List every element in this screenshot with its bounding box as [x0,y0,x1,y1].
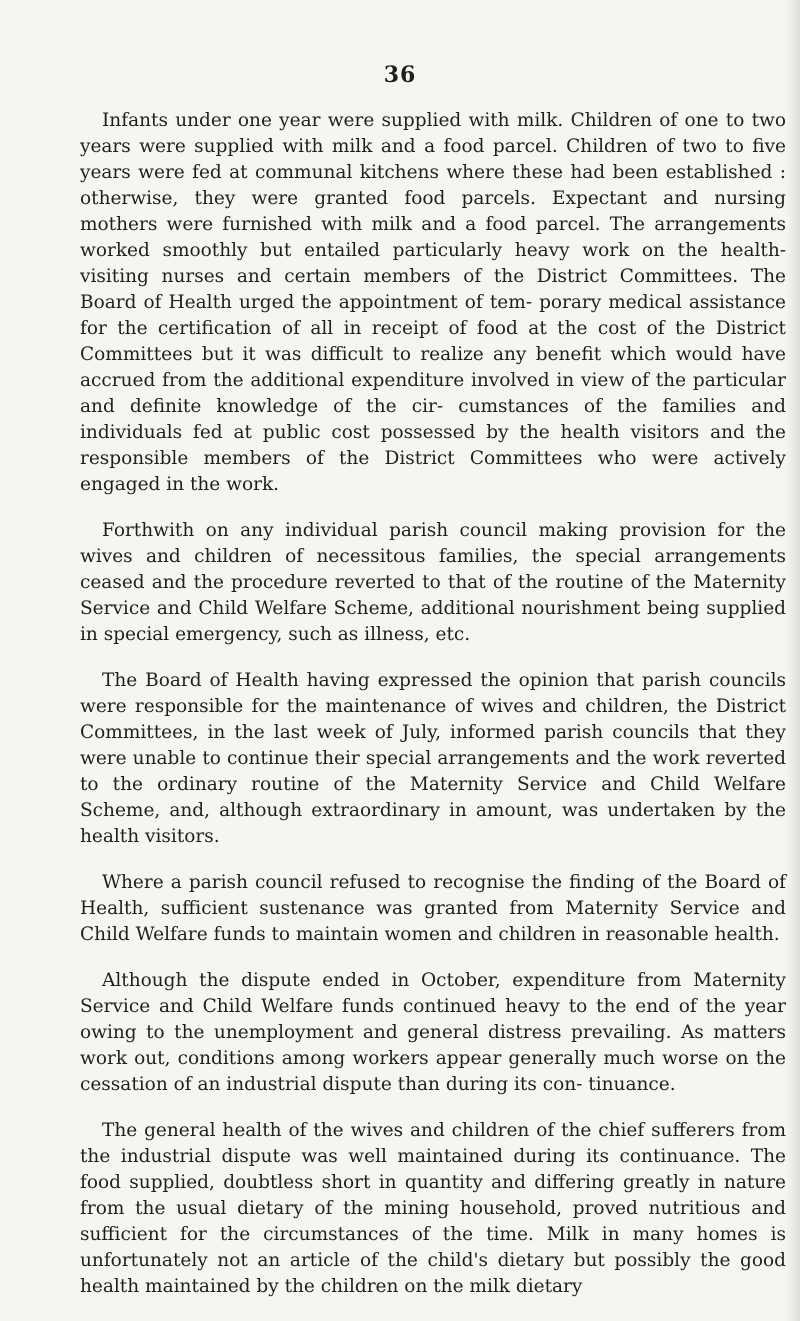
page-number: 36 [383,62,417,88]
paragraph-infant-supply: Infants under one year were supplied with milk. Children of one to two years were supplied with milk and a food parcel. Children of two to five years were fed at communal kitchens where these had been established : otherwise, they were granted food parcels. Expectant and nursing mothers were furnished with milk and a food parcel. The arrangements worked smoothly but entailed particularly heavy work on the health-visiting nurses and certain members of the District Committees. The Board of Health urged the appointment of tem- porary medical assistance for the certification of all in receipt of food at the cost of the District Committees but it was difficult to realize any benefit which would have accrued from the additional expenditure involved in view of the particular and definite knowledge of the cir- cumstances of the families and individuals fed at public cost possessed by the health visitors and the responsible members of the District Committees who were actively engaged in the work. [80,110,786,495]
paragraph-parish-refusal: Where a parish council refused to recognise the finding of the Board of Health, sufficient sustenance was granted from Maternity Service and Child Welfare funds to maintain women and children in reasonable health. [80,872,786,945]
paragraph-parish-provision: Forthwith on any individual parish council making provision for the wives and children of necessitous families, the special arrangements ceased and the procedure reverted to that of the routine of the Maternity Service and Child Welfare Scheme, additional nourishment being supplied in special emergency, such as illness, etc. [80,520,786,645]
paragraph-board-opinion: The Board of Health having expressed the opinion that parish councils were responsible for the maintenance of wives and children, the District Committees, in the last week of July, informed parish councils that they were unable to continue their special arrangements and the work reverted to the ordinary routine of the Maternity Service and Child Welfare Scheme, and, although extraordinary in amount, was undertaken by the health visitors. [80,670,786,847]
paragraph-dispute-ended: Although the dispute ended in October, expenditure from Maternity Service and Child Welfare funds continued heavy to the end of the year owing to the unemployment and general distress prevailing. As matters work out, conditions among workers appear generally much worse on the cessation of an industrial dispute than during its con- tinuance. [80,970,786,1095]
paragraph-general-health: The general health of the wives and children of the chief sufferers from the industrial dispute was well maintained during its continuance. The food supplied, doubtless short in quantity and differing greatly in nature from the usual dietary of the mining household, proved nutritious and sufficient for the circumstances of the time. Milk in many homes is unfortunately not an article of the child's dietary but possibly the good health maintained by the children on the milk dietary [80,1120,786,1297]
page-edge-shadow [786,0,800,1321]
body-text [80,108,786,1320]
